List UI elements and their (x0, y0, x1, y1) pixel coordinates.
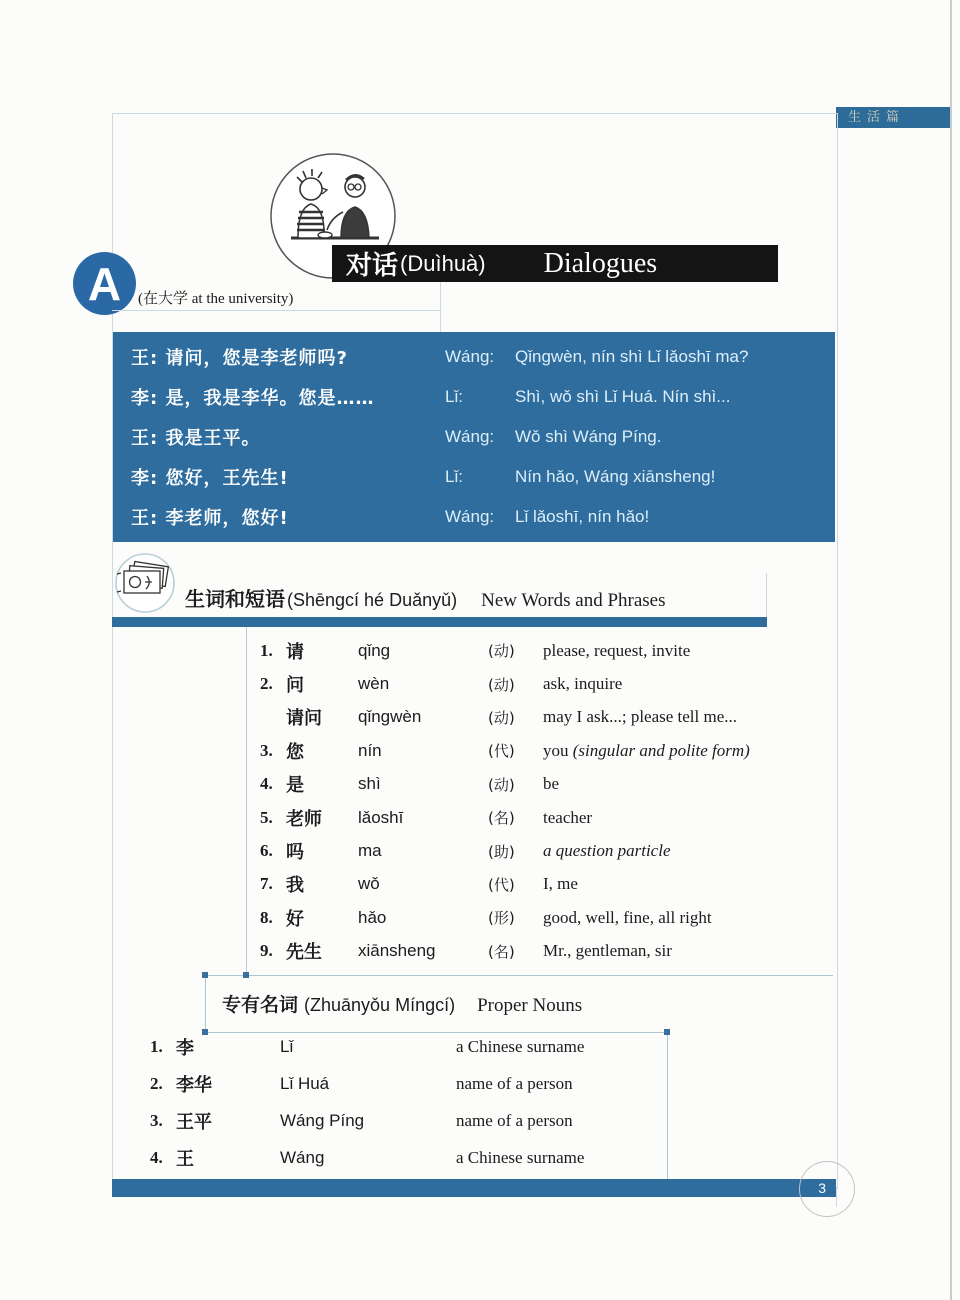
dialogue-pinyin-text: Wǒ shì Wáng Píng. (515, 427, 662, 446)
proper-noun-pinyin: Wáng (280, 1147, 325, 1167)
word-pos: (动) (488, 675, 515, 694)
word-number: 7. (260, 874, 273, 894)
word-meaning (543, 874, 578, 894)
dialogue-pinyin-text: Shì, wǒ shì Lǐ Huá. Nín shì... (515, 387, 731, 406)
dialogue-pinyin-speaker: Wáng: (445, 507, 495, 526)
word-meaning-text: I, me (543, 874, 578, 894)
word-pos: (代) (488, 875, 515, 894)
word-pinyin: lǎoshī (358, 807, 404, 827)
word-meaning (543, 774, 559, 794)
proper-noun-number: 2. (150, 1073, 163, 1093)
dialogue-row (131, 337, 835, 377)
word-meaning-text: teacher (543, 807, 593, 827)
word-row (260, 768, 820, 801)
dialogue-row (131, 377, 835, 417)
dialogues-title-bar (332, 245, 778, 282)
word-hanzi: 老师 (286, 808, 322, 830)
word-pinyin: wèn (358, 674, 390, 694)
caption-underline (112, 310, 440, 311)
word-pos: (形) (488, 909, 515, 928)
proper-noun-meaning: a Chinese surname (456, 1036, 585, 1056)
word-meaning (543, 741, 750, 761)
word-pinyin: xiānsheng (358, 941, 436, 961)
proper-noun-hanzi: 李 (176, 1037, 194, 1059)
word-hanzi: 好 (286, 908, 304, 930)
new-words-list (260, 634, 820, 968)
word-hanzi: 请 (286, 641, 304, 663)
word-number: 4. (260, 774, 273, 794)
word-hanzi: 先生 (286, 942, 322, 964)
word-number: 6. (260, 841, 273, 861)
word-pinyin: qǐngwèn (358, 707, 422, 727)
word-pinyin: nín (358, 740, 382, 760)
word-number: 3. (260, 740, 273, 760)
proper-noun-pinyin: Wáng Píng (280, 1110, 365, 1130)
word-meaning-text: Mr., gentleman, sir (543, 941, 672, 961)
word-row (260, 935, 820, 968)
proper-noun-number: 4. (150, 1147, 163, 1167)
word-number: 2. (260, 674, 273, 694)
proper-nouns-title-en: Proper Nouns (477, 995, 583, 1016)
dialogue-chinese: 李: 是，我是李华。您是…… (131, 388, 375, 409)
word-pinyin: qǐng (358, 640, 391, 660)
page-corner-tab: 生活篇 (836, 107, 950, 128)
dialogues-title-en: Dialogues (543, 247, 658, 279)
word-row (260, 801, 820, 834)
word-row (260, 667, 820, 700)
word-pos: (名) (488, 809, 515, 828)
word-meaning (543, 841, 670, 861)
corner-dot (202, 972, 208, 978)
proper-noun-pinyin: Lǐ Huá (280, 1073, 330, 1093)
word-meaning-italic: (singular and polite form) (572, 740, 750, 760)
new-words-header-tick-line (766, 573, 767, 617)
proper-nouns-list (150, 1028, 750, 1176)
word-meaning-italic: a question particle (543, 841, 671, 861)
word-row (260, 901, 820, 934)
word-number: 8. (260, 907, 273, 927)
proper-nouns-title-cn: 专有名词 (222, 994, 299, 1016)
page-number: 3 (818, 1180, 826, 1196)
word-pinyin: wǒ (358, 874, 380, 894)
word-hanzi: 我 (286, 875, 304, 897)
word-row (260, 701, 820, 734)
word-pinyin: ma (358, 841, 382, 861)
dialogue-pinyin-speaker: Wáng: (445, 427, 495, 446)
dialogue-row (131, 497, 835, 537)
proper-noun-hanzi: 王 (176, 1148, 194, 1170)
dialogue-row (131, 417, 835, 457)
section-a-badge: A (73, 252, 136, 315)
dialogues-title-pinyin: (Duìhuà) (400, 250, 486, 276)
dialogue-pinyin-speaker: Lǐ: (445, 387, 463, 406)
word-hanzi: 是 (286, 775, 304, 797)
word-row (260, 634, 820, 667)
word-hanzi: 请问 (286, 708, 322, 730)
word-meaning-text: please, request, invite (543, 640, 691, 660)
proper-noun-hanzi: 李华 (176, 1074, 212, 1096)
proper-noun-meaning: name of a person (456, 1073, 573, 1093)
word-number: 9. (260, 941, 273, 961)
word-hanzi: 吗 (286, 842, 304, 864)
proper-noun-row (150, 1028, 750, 1065)
word-meaning (543, 707, 737, 727)
dialogue-pinyin-text: Nín hǎo, Wáng xiānsheng! (515, 467, 716, 486)
dialogue-chinese: 王: 请问，您是李老师吗? (131, 348, 348, 369)
word-meaning-text: may I ask...; please tell me... (543, 707, 738, 727)
word-meaning (543, 674, 622, 694)
dialogue-chinese: 王: 我是王平。 (131, 428, 261, 449)
proper-noun-row (150, 1102, 750, 1139)
word-pos: (动) (488, 775, 515, 794)
proper-nouns-title-pinyin: (Zhuānyǒu Míngcí) (304, 995, 456, 1015)
proper-noun-meaning: name of a person (456, 1110, 573, 1130)
scene-caption: (在大学 at the university) (138, 291, 294, 307)
proper-noun-hanzi: 王平 (176, 1111, 212, 1133)
dialogue-pinyin-text: Qǐngwèn, nín shì Lǐ lǎoshī ma? (515, 347, 749, 366)
new-words-divider-bar (112, 617, 767, 627)
new-words-section-header (185, 583, 666, 612)
page-edge-line (950, 0, 952, 1300)
title-bar-connector-line (440, 282, 441, 332)
word-hanzi: 问 (286, 675, 304, 697)
word-row (260, 868, 820, 901)
word-meaning-text: be (543, 774, 560, 794)
word-meaning (543, 908, 712, 928)
dialogue-chinese: 王: 李老师，您好! (131, 508, 289, 529)
proper-nouns-section-header (222, 990, 582, 1017)
word-number: 1. (260, 640, 273, 660)
word-pos: (动) (488, 642, 515, 661)
word-row (260, 734, 820, 767)
word-meaning-text: good, well, fine, all right (543, 907, 712, 927)
proper-noun-row (150, 1139, 750, 1176)
dialogue-chinese: 李: 您好，王先生! (131, 468, 289, 489)
proper-noun-pinyin: Lǐ (280, 1036, 294, 1056)
dialogue-pinyin-text: Lǐ lǎoshī, nín hǎo! (515, 507, 650, 526)
dialogue-pinyin-speaker: Wáng: (445, 347, 495, 366)
dialogues-title-cn: 对话 (346, 251, 399, 281)
word-meaning (543, 808, 592, 828)
proper-nouns-left-line (205, 975, 206, 1032)
word-pos: (代) (488, 742, 515, 761)
word-pos: (名) (488, 942, 515, 961)
word-pinyin: shì (358, 774, 381, 794)
bottom-divider-bar (112, 1179, 836, 1197)
corner-dot (243, 972, 249, 978)
proper-noun-number: 3. (150, 1110, 163, 1130)
new-words-title-cn: 生词和短语 (185, 587, 285, 611)
page-number-circle (799, 1161, 855, 1217)
word-row (260, 834, 820, 867)
proper-noun-meaning: a Chinese surname (456, 1147, 585, 1167)
word-pinyin: hǎo (358, 907, 387, 927)
word-meaning-text: you (543, 740, 573, 760)
word-meaning (543, 941, 672, 961)
new-words-title-en: New Words and Phrases (481, 590, 666, 611)
proper-noun-number: 1. (150, 1036, 163, 1056)
word-number: 5. (260, 807, 273, 827)
word-pos: (动) (488, 708, 515, 727)
proper-nouns-top-line (205, 975, 833, 976)
new-words-title-pinyin: (Shēngcí hé Duǎnyǔ) (287, 590, 458, 610)
flashcards-icon (114, 551, 176, 615)
word-meaning (543, 641, 690, 661)
dialogue-box (113, 332, 835, 542)
word-hanzi: 您 (286, 741, 304, 763)
word-pos: (助) (488, 842, 515, 861)
word-list-guide-line (246, 627, 247, 975)
word-meaning-text: ask, inquire (543, 674, 623, 694)
dialogue-row (131, 457, 835, 497)
dialogue-pinyin-speaker: Lǐ: (445, 467, 463, 486)
proper-noun-row (150, 1065, 750, 1102)
